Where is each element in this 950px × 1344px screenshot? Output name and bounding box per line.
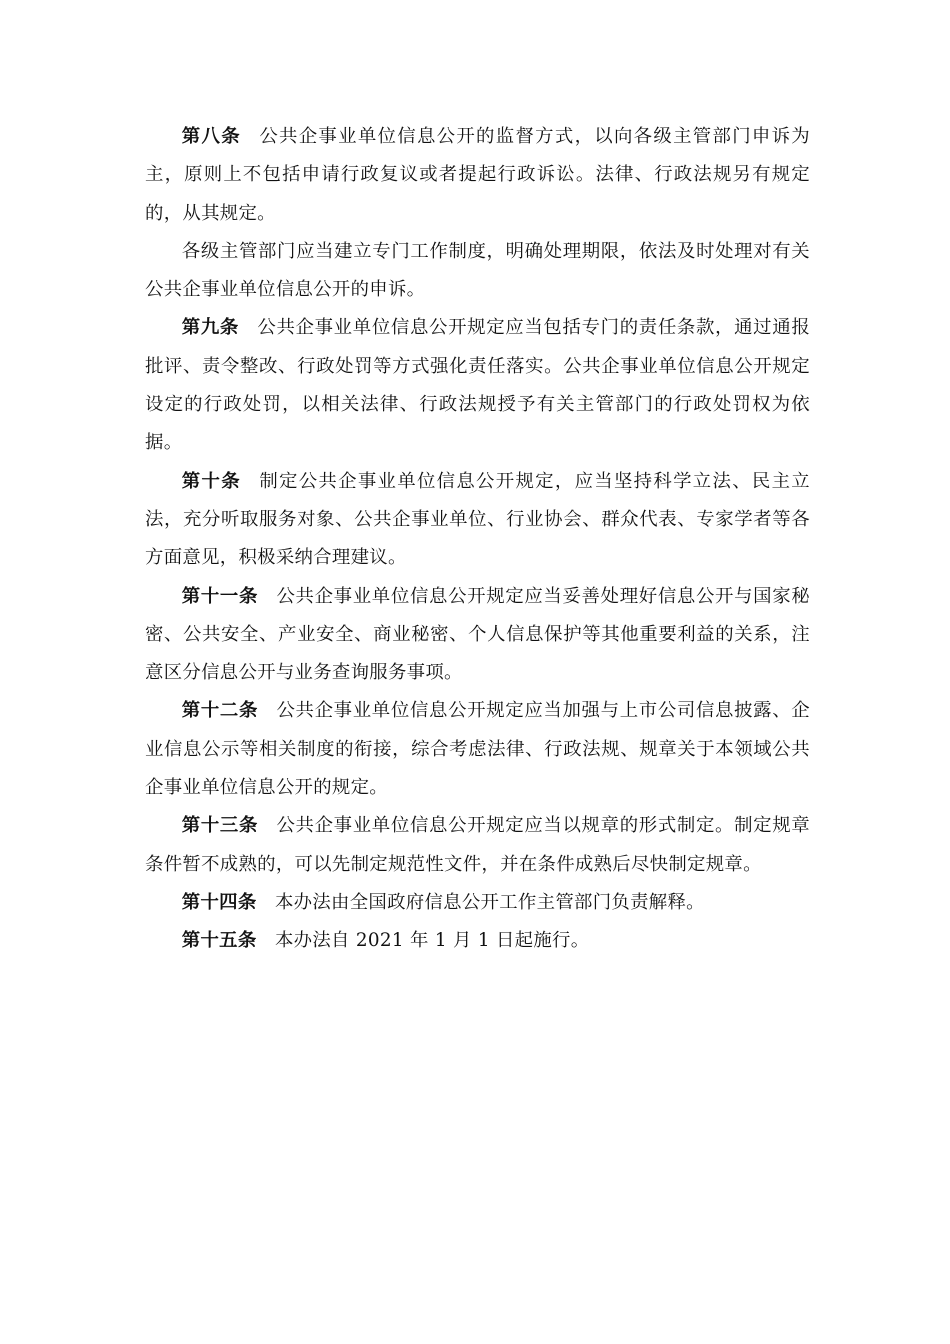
article-8-heading: 第八条 — [181, 126, 241, 147]
article-8-paragraph-2: 各级主管部门应当建立专门工作制度，明确处理期限，依法及时处理对有关公共企事业单位信息公开的申诉。 — [145, 240, 810, 301]
article-13-text: 公共企事业单位信息公开规定应当以规章的形式制定。制定规章条件暂不成熟的，可以先制定规范性文件，并在条件成熟后尽快制定规章。 — [145, 815, 810, 875]
article-10-paragraph — [145, 463, 810, 578]
article-12-paragraph — [145, 692, 810, 807]
article-14-text: 本办法由全国政府信息公开工作主管部门负责解释。 — [274, 891, 705, 913]
article-10-text: 制定公共企事业单位信息公开规定，应当坚持科学立法、民主立法，充分听取服务对象、公共企事业单位、行业协会、群众代表、专家学者等各方面意见，积极采纳合理建议。 — [145, 470, 811, 569]
document-page — [145, 118, 810, 961]
article-10-heading: 第十条 — [181, 470, 241, 492]
article-13-heading: 第十三条 — [181, 815, 259, 837]
article-11-heading: 第十一条 — [181, 585, 259, 607]
article-9-paragraph — [145, 309, 810, 462]
article-8-paragraph-1 — [145, 118, 810, 233]
article-9-heading: 第九条 — [181, 317, 240, 339]
article-13-paragraph — [145, 807, 810, 884]
article-11-text: 公共企事业单位信息公开规定应当妥善处理好信息公开与国家秘密、公共安全、产业安全、商业秘密、个人信息保护等其他重要利益的关系，注意区分信息公开与业务查询服务事项。 — [145, 585, 810, 684]
article-11-paragraph — [145, 578, 810, 693]
article-15-text: 本办法自 2021 年 1 月 1 日起施行。 — [274, 930, 590, 952]
article-15-paragraph — [145, 922, 810, 960]
article-14-paragraph — [145, 884, 810, 922]
article-12-heading: 第十二条 — [181, 700, 259, 722]
article-14-heading: 第十四条 — [181, 891, 257, 913]
article-8-text: 公共企事业单位信息公开的监督方式，以向各级主管部门申诉为主，原则上不包括申请行政复议或者提起行政诉讼。法律、行政法规另有规定的，从其规定。 — [145, 126, 811, 224]
article-12-text: 公共企事业单位信息公开规定应当加强与上市公司信息披露、企业信息公示等相关制度的衔接，综合考虑法律、行政法规、规章关于本领域公共企事业单位信息公开的规定。 — [145, 700, 810, 799]
article-9-text: 公共企事业单位信息公开规定应当包括专门的责任条款，通过通报批评、责令整改、行政处罚等方式强化责任落实。公共企事业单位信息公开规定设定的行政处罚，以相关法律、行政法规授予有关主管部门的行政处罚权为依据。 — [145, 317, 811, 454]
article-15-heading: 第十五条 — [181, 930, 257, 952]
